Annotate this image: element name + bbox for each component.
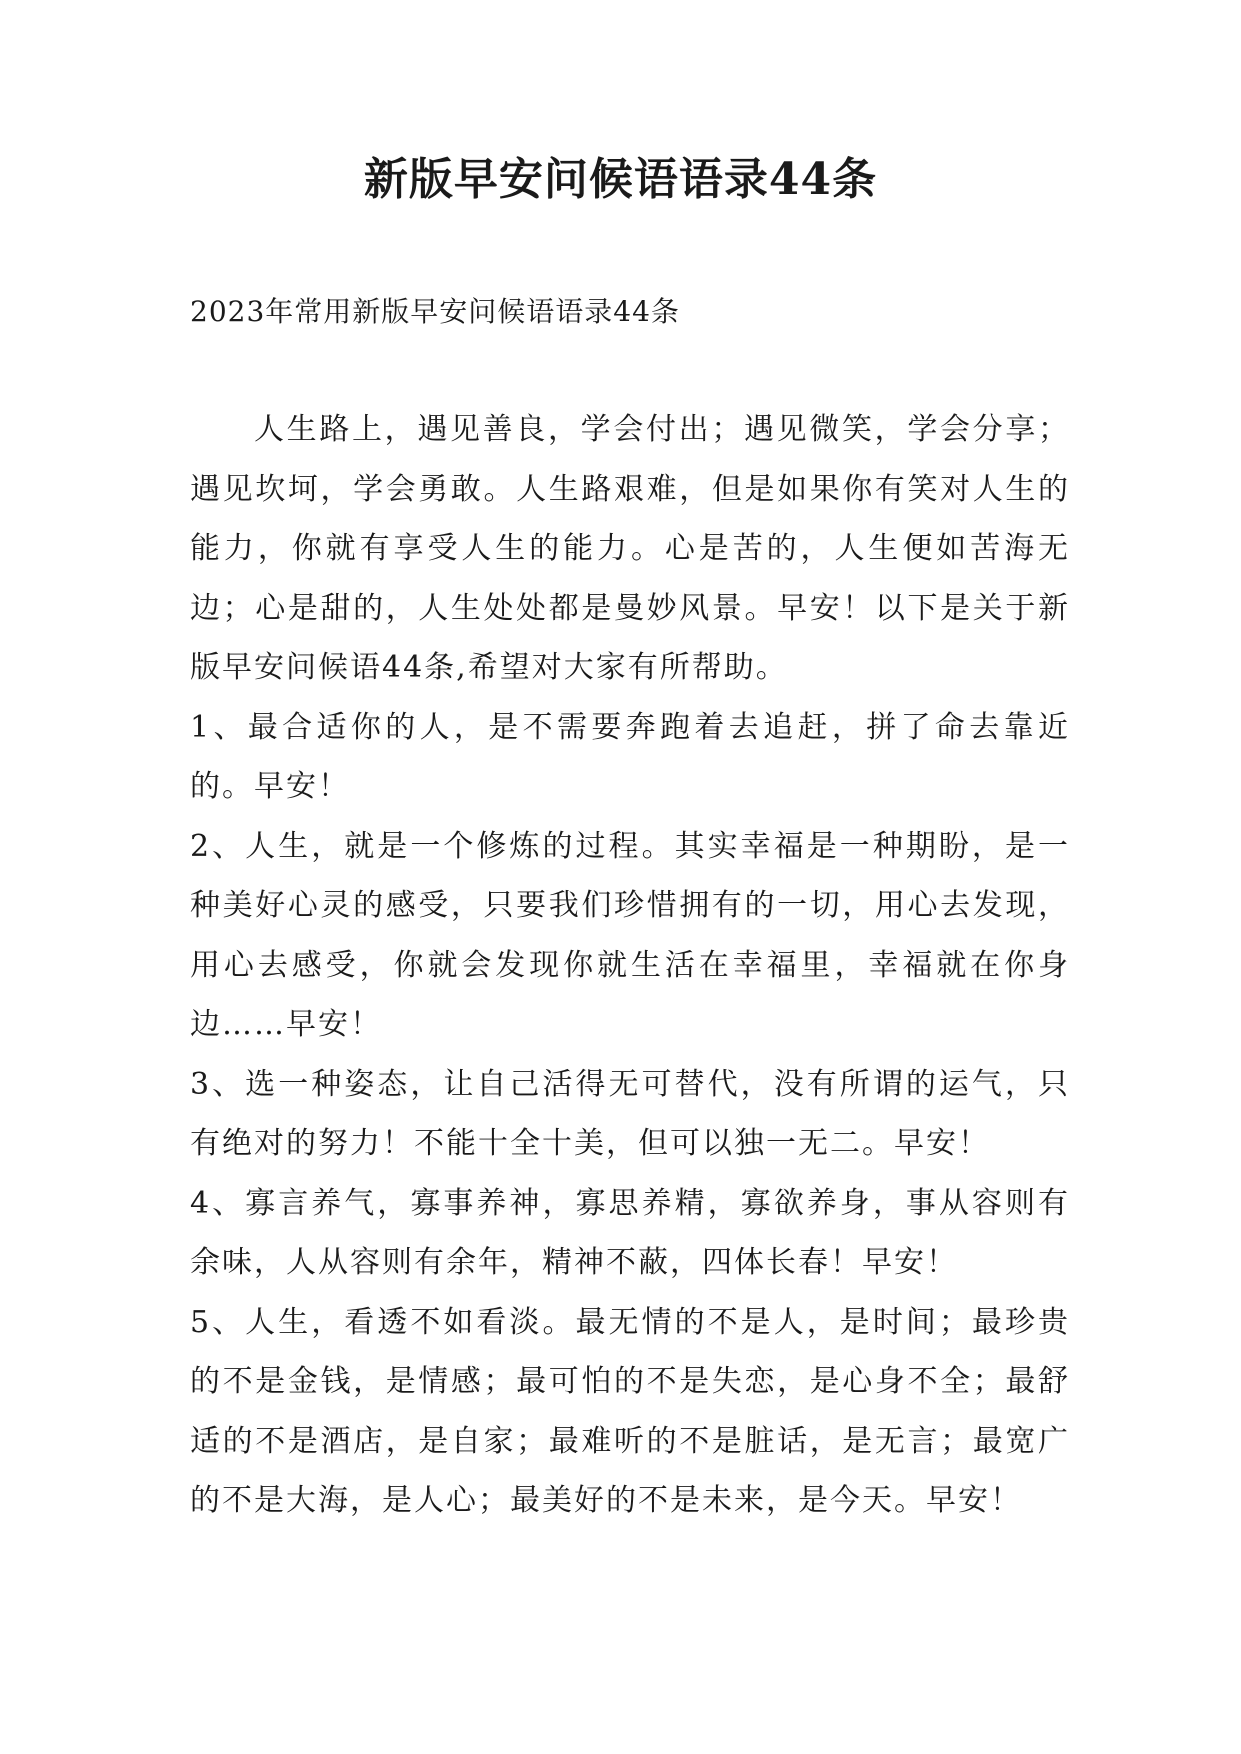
document-title: 新版早安问候语语录44条 <box>363 154 878 205</box>
intro-paragraph: 人生路上，遇见善良，学会付出；遇见微笑，学会分享；遇见坎坷，学会勇敢。人生路艰难，但是如果你有笑对人生的能力，你就有享受人生的能力。心是苦的，人生便如苦海无边；心是甜的，人生处处都是曼妙风景。早安！以下是关于新版早安问候语44条,希望对大家有所帮助。 <box>190 412 1070 685</box>
list-item: 4、寡言养气，寡事养神，寡思养精，寡欲养身，事从容则有余味，人从容则有余年，精神不蔽，四体长春！早安！ <box>190 1185 1070 1280</box>
list-item: 5、人生，看透不如看淡。最无情的不是人，是时间；最珍贵的不是金钱，是情感；最可怕的不是失恋，是心身不全；最舒适的不是酒店，是自家；最难听的不是脏话，是无言；最宽广的不是大海，是人心；最美好的不是未来，是今天。早安！ <box>190 1304 1070 1518</box>
document-body <box>190 400 1070 1531</box>
list-item: 1、最合适你的人，是不需要奔跑着去追赶，拼了命去靠近的。早安！ <box>190 709 1070 804</box>
document-subtitle: 2023年常用新版早安问候语语录44条 <box>190 295 680 328</box>
list-item: 3、选一种姿态，让自己活得无可替代，没有所谓的运气，只有绝对的努力！不能十全十美，但可以独一无二。早安！ <box>190 1066 1070 1161</box>
list-item: 2、人生，就是一个修炼的过程。其实幸福是一种期盼，是一种美好心灵的感受，只要我们珍惜拥有的一切，用心去发现，用心去感受，你就会发现你就生活在幸福里，幸福就在你身边……早安！ <box>190 828 1070 1042</box>
